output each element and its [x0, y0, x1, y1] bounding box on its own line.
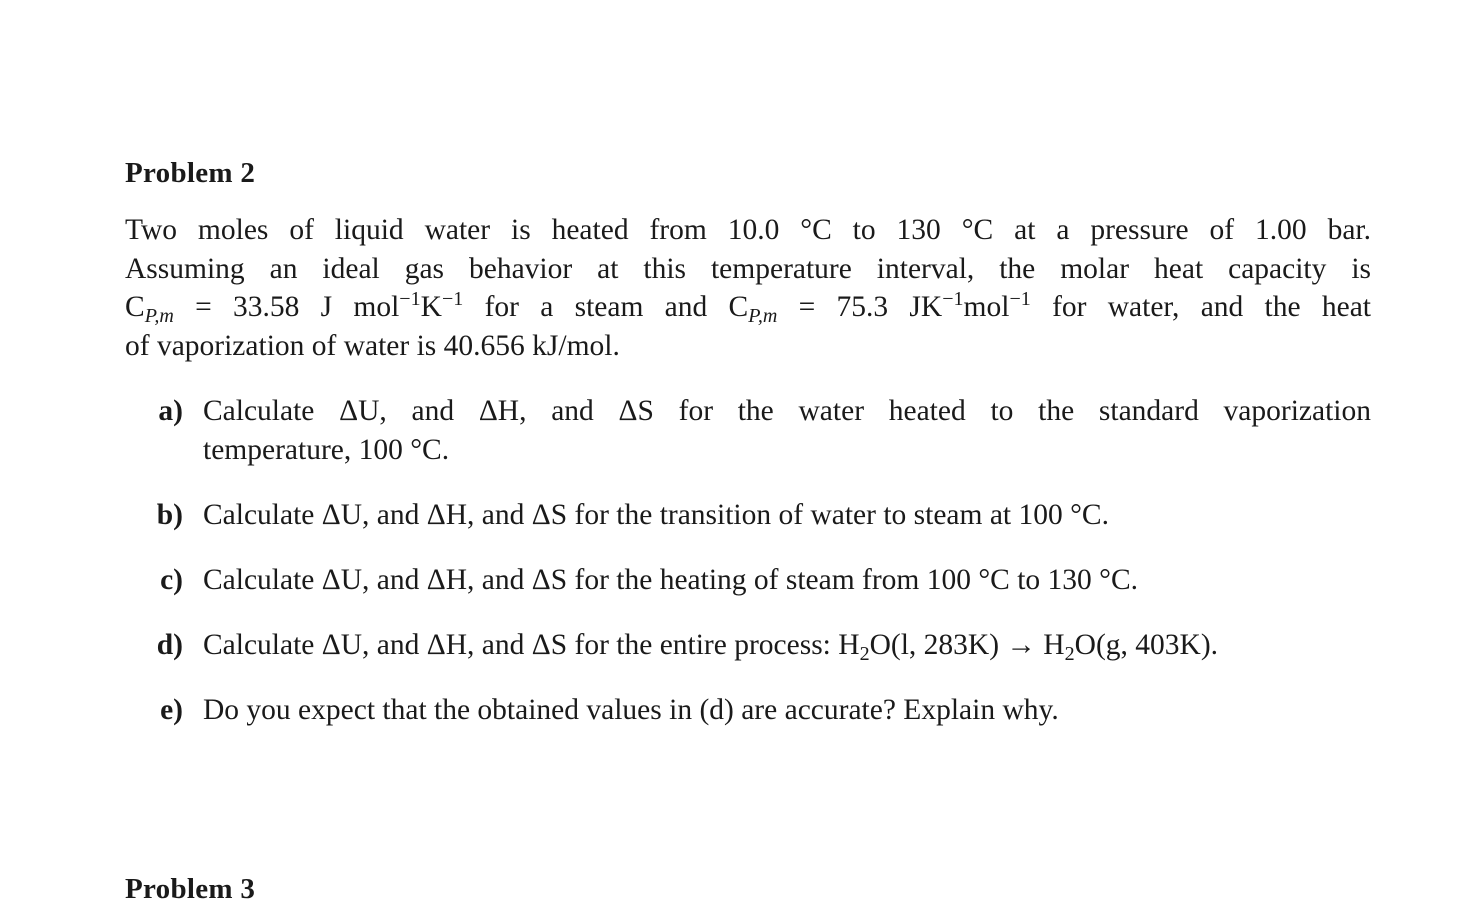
part-d-text-start: Calculate ΔU, and ΔH, and ΔS for the entire process: H	[203, 629, 860, 661]
part-b-text: Calculate ΔU, and ΔH, and ΔS for the transition of water to steam at 100 °C.	[203, 499, 1109, 531]
statement-line-3	[125, 288, 1371, 327]
cp-subscript: P,m	[144, 305, 174, 328]
document-page	[125, 0, 1371, 905]
part-e-text: Do you expect that the obtained values in (d) are accurate? Explain why.	[203, 694, 1059, 726]
problem-2-heading: Problem 2	[125, 157, 256, 189]
statement-line-4: of vaporization of water is 40.656 kJ/mol.	[125, 329, 620, 362]
statement-text: for a steam and C	[463, 291, 749, 323]
exponent: −1	[942, 287, 964, 310]
exponent: −1	[1009, 287, 1031, 310]
cp-subscript: P,m	[748, 305, 778, 328]
kelvin-unit: K	[420, 291, 442, 323]
part-d-text-end: O(g, 403K).	[1074, 629, 1219, 661]
part-a-line-2: temperature, 100 °C.	[203, 433, 450, 466]
part-d-label: d)	[156, 629, 183, 661]
part-c-label: c)	[160, 564, 183, 596]
statement-line-1: Two moles of liquid water is heated from 10.0 °C to 130 °C at a pressure of 1.00 bar.	[125, 214, 1371, 246]
part-d-text-mid: O(l, 283K) → H	[869, 629, 1065, 661]
problem-3-heading: Problem 3	[125, 873, 256, 905]
cp-symbol: C	[125, 291, 145, 323]
part-d-text	[203, 626, 1371, 665]
statement-text: for water, and the heat	[1030, 291, 1371, 323]
part-a-line-1: Calculate ΔU, and ΔH, and ΔS for the water heated to the standard vaporization	[203, 395, 1371, 427]
problem-2-statement	[125, 211, 1371, 365]
part-a-text	[203, 392, 1371, 469]
statement-line-2: Assuming an ideal gas behavior at this temperature interval, the molar heat capacity is	[125, 252, 1371, 285]
part-c-text: Calculate ΔU, and ΔH, and ΔS for the heating of steam from 100 °C to 130 °C.	[203, 564, 1139, 596]
subscript: 2	[859, 643, 870, 666]
subscript: 2	[1064, 643, 1075, 666]
part-e-label: e)	[160, 694, 183, 726]
water-cp-value: = 75.3 JK	[777, 291, 943, 323]
mol-unit: mol	[963, 291, 1010, 323]
steam-cp-value: = 33.58 J mol	[173, 291, 400, 323]
part-a-label: a)	[158, 395, 183, 427]
exponent: −1	[399, 287, 421, 310]
exponent: −1	[441, 287, 464, 310]
part-b-label: b)	[156, 499, 183, 531]
